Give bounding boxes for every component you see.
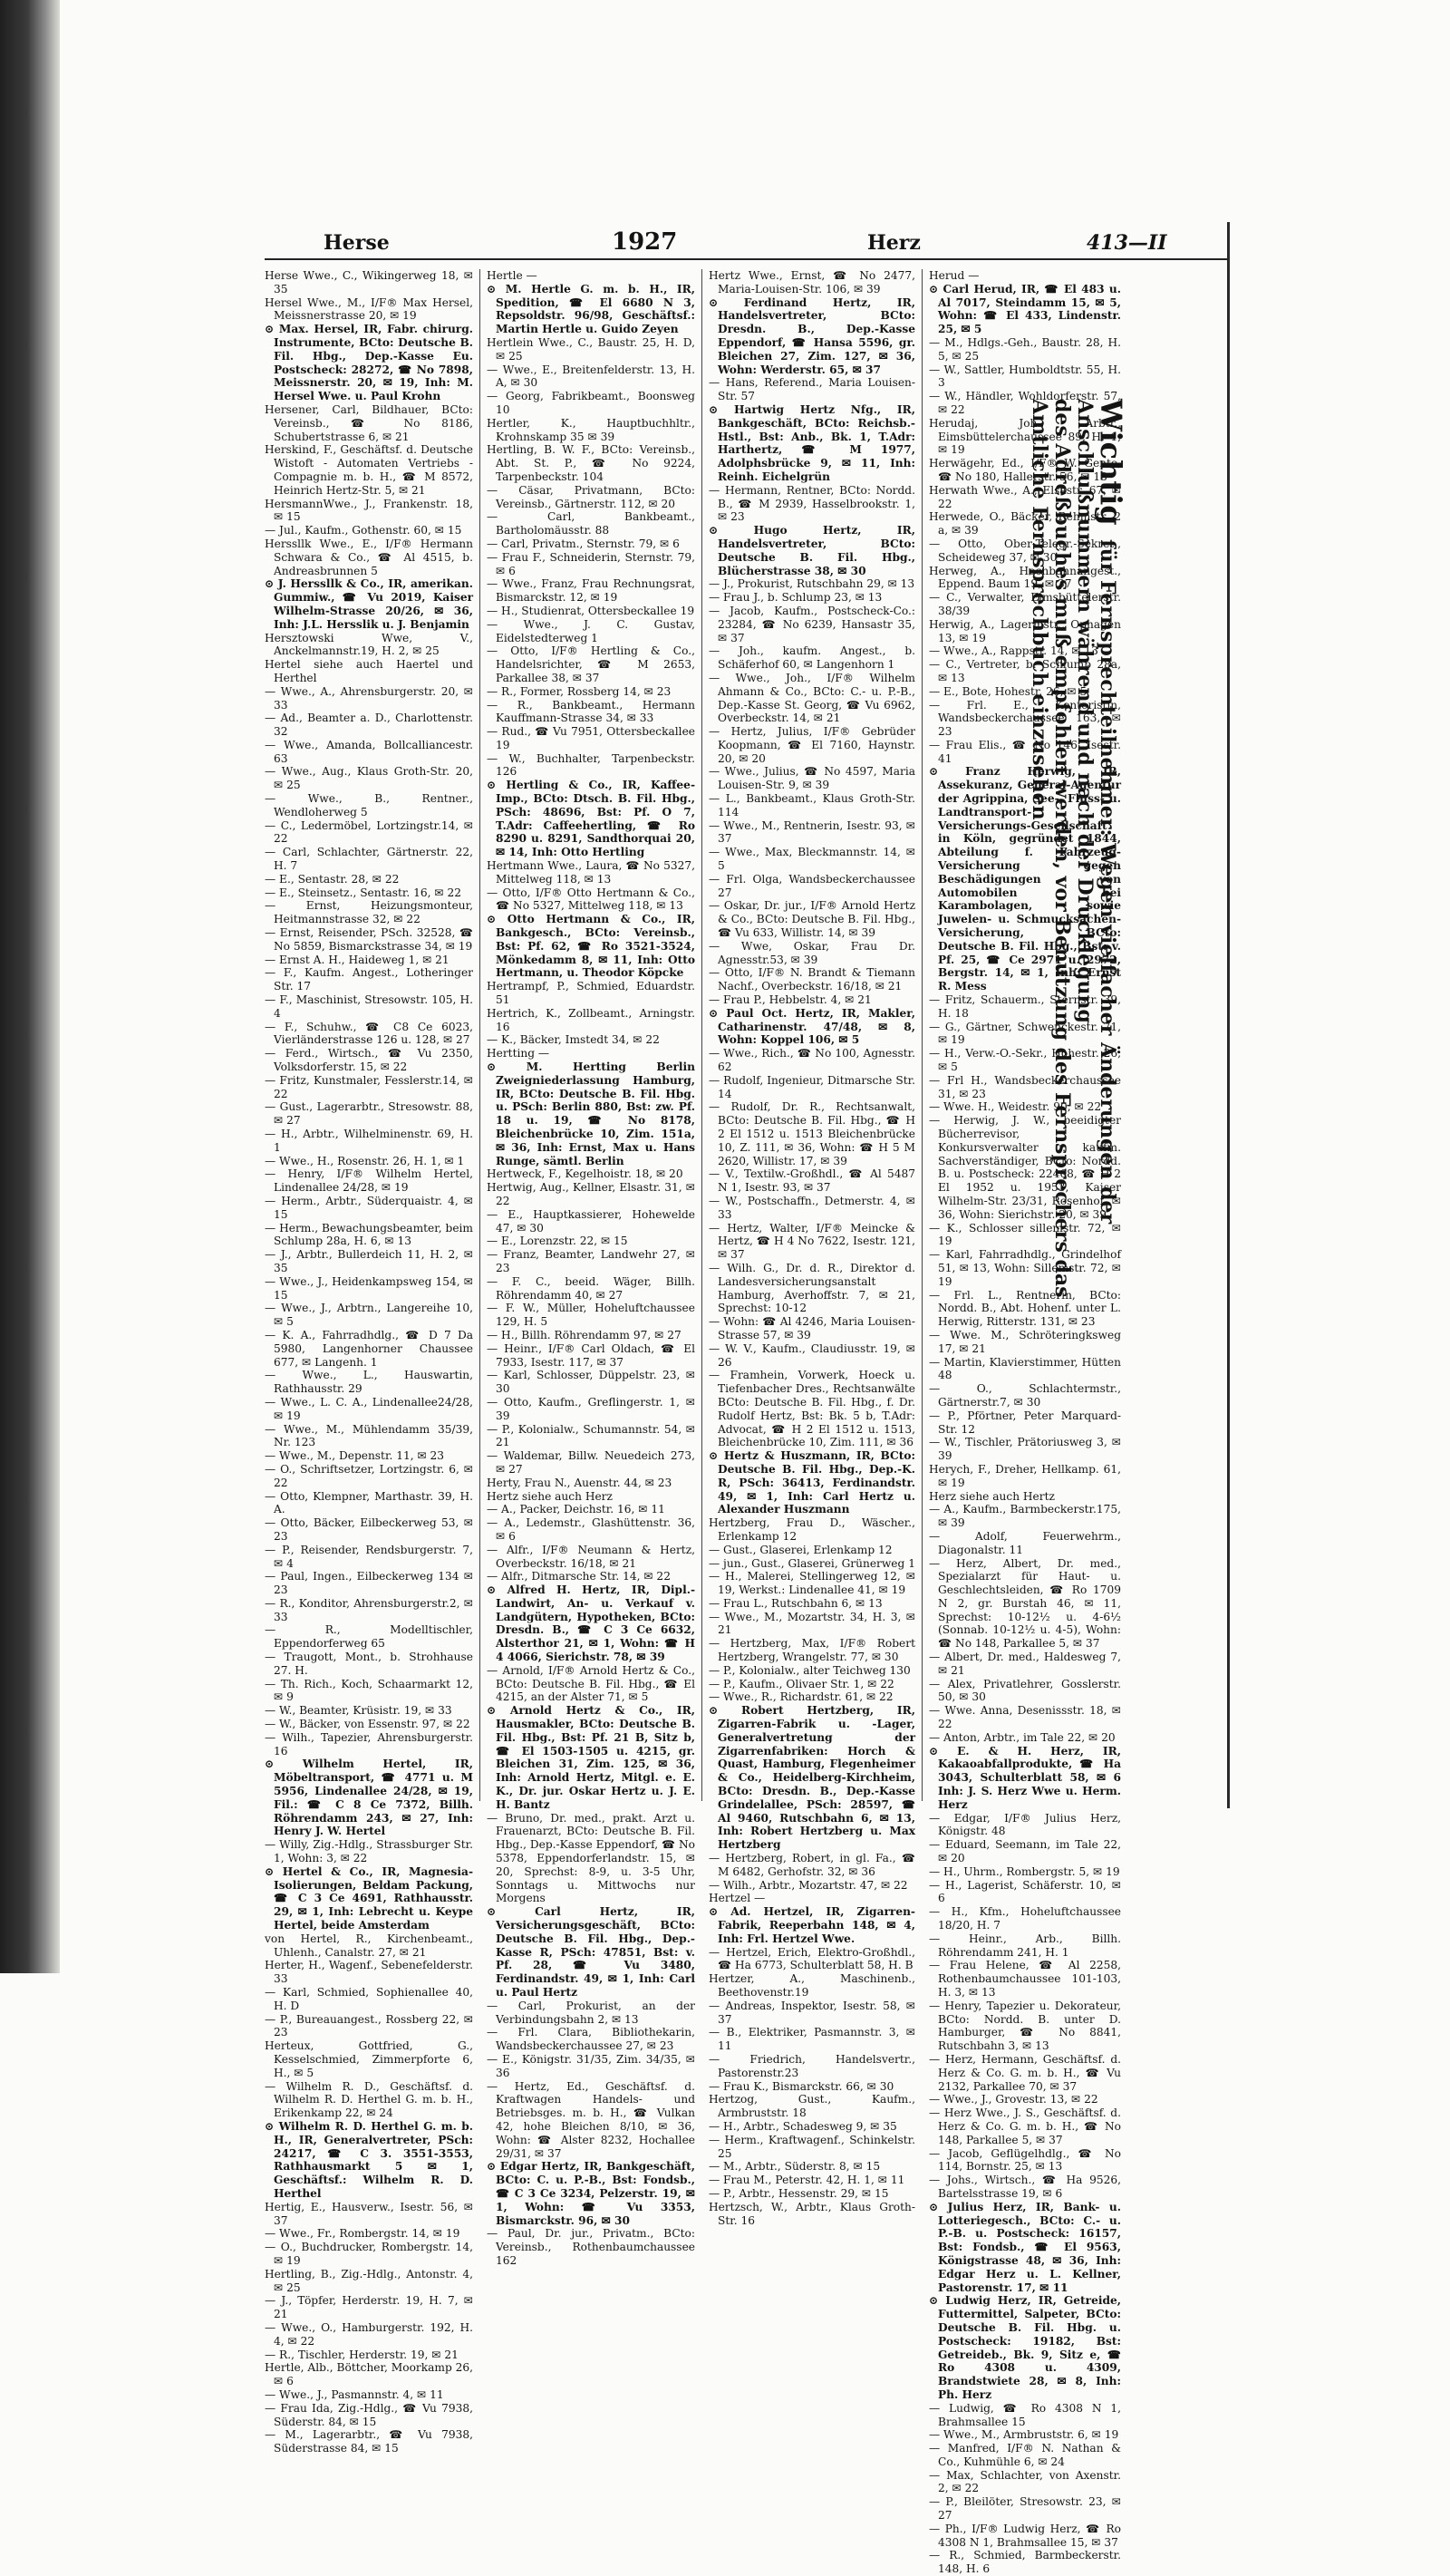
directory-entry: Herty, Frau N., Auenstr. 44, ✉ 23 <box>487 1476 672 1489</box>
directory-entry: — W., Beamter, Krüsistr. 19, ✉ 33 <box>265 1704 452 1718</box>
directory-entry: Hertrich, K., Zollbeamt., Arningstr. 16 <box>487 1006 695 1033</box>
directory-entry: — Georg, Fabrikbeamt., Boonsweg 10 <box>487 390 695 416</box>
directory-entry: Herskind, F., Geschäftsf. d. Deutsche Wistoft - Automaten Vertriebs - Compagnie m. b. H., ☎ M 8572, Heinrich Hertz-Str. 5, ✉ 21 <box>265 443 473 497</box>
directory-entry: — Max, Schlachter, von Axenstr. 2, ✉ 22 <box>929 2468 1121 2495</box>
directory-entry: Hertzsch, W., Arbtr., Klaus Groth-Str. 16 <box>709 2200 915 2227</box>
directory-entry: Herteux, Gottfried, G., Kesselschmied, Zimmerpforte 6, H., ✉ 5 <box>265 2039 473 2079</box>
directory-entry: ⊙ Wilhelm Hertel, IR, Möbeltransport, ☎ 4771 u. M 5956, Lindenallee 24/28, ✉ 19, Fil.: ☎ C 8 Ce 7372, Billh. Röhrendamm 243, ✉ 27, Inh: Henry J. W. Hertel <box>265 1758 473 1838</box>
directory-entry: — R., Modelltischler, Eppendorferweg 65 <box>265 1623 473 1651</box>
directory-entry: — L., Bankbeamt., Klaus Groth-Str. 114 <box>709 792 915 818</box>
directory-entry: — Gust., Lagerarbtr., Stresowstr. 88, ✉ 27 <box>265 1100 473 1128</box>
directory-entry: — Frl. E., Kontoristin, Wandsbeckerchaussee 163, ✉ 23 <box>929 698 1121 739</box>
directory-entry: Herwig, A., Lagermstr., Ophagen 13, ✉ 19 <box>929 617 1121 644</box>
directory-entry: — Wwe., R., Richardstr. 61, ✉ 22 <box>709 1690 894 1704</box>
directory-entry: — Karl, Schlosser, Düppelstr. 23, ✉ 30 <box>487 1369 695 1396</box>
directory-entry: ⊙ Hartwig Hertz Nfg., IR, Bankgeschäft, BCto: Reichsb.-Hstl., Bst: Anb., Bk. 1, T.Adr: Harthertz, ☎ M 1977, Adolphsbrücke 9, ✉ 11, Inh: Reinh. Eichelgrün <box>709 402 915 483</box>
header-right-keyword: Herz <box>867 231 921 255</box>
directory-entry: — E., Steinsetz., Sentastr. 16, ✉ 22 <box>265 886 462 899</box>
directory-entry: — Gust., Glaserei, Erlenkamp 12 <box>709 1543 893 1556</box>
directory-entry: ⊙ Otto Hertmann & Co., IR, Bankgesch., BCto: Vereinsb., Bst: Pf. 62, ☎ Ro 3521-3524, Mönkedamm 8, ✉ 11, Inh: Otto Hertmann, u. Theodor Köpcke <box>487 913 695 980</box>
directory-entry: — E., Bote, Hohestr. 26, ✉ 5 <box>929 684 1088 698</box>
directory-entry: — Heinr., I/F® Carl Oldach, ☎ El 7933, Isestr. 117, ✉ 37 <box>487 1341 695 1369</box>
directory-entry: — R., Tischler, Herderstr. 19, ✉ 21 <box>265 2348 459 2361</box>
column-divider <box>922 269 923 1801</box>
directory-entry: — Hertzberg, Max, I/F® Robert Hertzberg, Wrangelstr. 77, ✉ 30 <box>709 1637 915 1664</box>
page-header <box>265 222 1227 258</box>
directory-entry: ⊙ Hugo Hertz, IR, Handelsvertreter, BCto: Deutsche B. Fil. Hbg., Blücherstrasse 38, ✉ 30 <box>709 524 915 577</box>
directory-entry: Hertig, E., Hausverw., Isestr. 56, ✉ 37 <box>265 2200 473 2227</box>
directory-entry: — Martin, Klavierstimmer, Hütten 48 <box>929 1355 1121 1382</box>
directory-entry: ⊙ M. Hertting Berlin Zweigniederlassung Hamburg, IR, BCto: Deutsche B. Fil. Hbg. u. PSch: Berlin 880, Bst: zw. Pf. 18 u. 19, ☎ No 8178, Bleichenbrücke 10, Zim. 151a, ✉ 36, Inh: Ernst, Max u. Hans Runge, sämtl. Berlin <box>487 1060 695 1167</box>
directory-entry: — Herm., Bewachungsbeamter, beim Schlump 28a, H. 6, ✉ 13 <box>265 1221 473 1248</box>
directory-entry: — Herz, Hermann, Geschäftsf. d. Herz & Co. G. m. b. H., ☎ Vu 2132, Parkallee 70, ✉ 37 <box>929 2052 1121 2093</box>
directory-entry: — Wilh. G., Dr. d. R., Direktor d. Landesversicherungsanstalt Hamburg, Averhoffstr. 7, ✉ 21, Sprechst: 10-12 <box>709 1261 915 1315</box>
directory-entry: — C., Verwalter, Eimsbüttelerstr. 38/39 <box>929 591 1121 617</box>
directory-entry: — M., Lagerarbtr., ☎ Vu 7938, Süderstrasse 84, ✉ 15 <box>265 2428 473 2455</box>
directory-entry: — Henry, Tapezier u. Dekorateur, BCto: Nordd. B. unter D. Hamburger, ☎ No 8841, Rutschbahn 3, ✉ 13 <box>929 1999 1121 2053</box>
directory-entry: — Bruno, Dr. med., prakt. Arzt u. Frauenarzt, BCto: Deutsche B. Fil. Hbg., Dep.-Kasse Eppendorf, ☎ No 5378, Eppendorferlandstr. 15, ✉ 20, Sprechst: 8-9, u. 3-5 Uhr, Sonntags u. Mittwochs nur Morgens <box>487 1811 696 1905</box>
directory-entry: ⊙ Paul Oct. Hertz, IR, Makler, Catharinenstr. 47/48, ✉ 8, Wohn: Koppel 106, ✉ 5 <box>709 1006 915 1047</box>
directory-entry: — Frau P., Hebbelstr. 4, ✉ 21 <box>709 993 872 1007</box>
directory-entry: Hertwig, Aug., Kellner, Elsastr. 31, ✉ 22 <box>487 1181 695 1207</box>
directory-entry: — Herwig, J. W., beeidigter Bücherrevisor, Konkursverwalter u. kaufm. Sachverständiger, BCto: Nordd. B. u. Postscheck: 22468, ☎ H 2 El 1952 u. 1953, Kaiser Wilhelm-Str. 23/31, Rosenhof, ✉ 36, Wohn: Sierichstr. 20, ✉ 39 <box>929 1114 1121 1221</box>
column-3 <box>709 269 915 2227</box>
directory-entry: ⊙ Hertel & Co., IR, Magnesia-Isolierungen, Beldam Packung, ☎ C 3 Ce 4691, Rathhausstr. 29, ✉ 1, Inh: Lebrecht u. Keype Hertel, beide Amsterdam <box>265 1864 473 1932</box>
directory-entry: — P., Kolonialw., alter Teichweg 130 <box>709 1663 911 1677</box>
directory-entry: — Fritz, Schauerm., Sternstr. 39, H. 18 <box>929 993 1121 1020</box>
directory-entry: — Ernst, Reisender, PSch. 32528, ☎ No 5859, Bismarckstrasse 34, ✉ 19 <box>265 926 473 953</box>
directory-entry: — Otto, Kaufm., Greflingerstr. 1, ✉ 39 <box>487 1395 695 1422</box>
directory-entry: ⊙ E. & H. Herz, IR, Kakaoabfallprodukte, ☎ Ha 3043, Schulterblatt 58, ✉ 6 Inh: J. S. Herz Wwe u. Herm. Herz <box>929 1744 1121 1811</box>
directory-entry: — Paul, Ingen., Eilbeckerweg 134 ✉ 23 <box>265 1570 473 1597</box>
directory-entry: Hertzberg, Frau D., Wäscher., Erlenkamp 12 <box>709 1516 915 1543</box>
column-1 <box>265 269 474 2455</box>
directory-entry: — Andreas, Inspektor, Isestr. 58, ✉ 37 <box>709 1999 915 2026</box>
directory-entry: ⊙ Robert Hertzberg, IR, Zigarren-Fabrik u. -Lager, Generalvertretung der Zigarrenfabriken: Horch & Quast, Hamburg, Flegenheimer & Co., Heidelberg-Kirchheim, BCto: Dresdn. B., Dep.-Kasse Grindelallee, PSch: 28597, ☎ Al 9460, Rutschbahn 6, ✉ 13, Inh: Robert Hertzberg u. Max Hertzberg <box>709 1704 915 1852</box>
directory-entry: Hertting — <box>487 1047 550 1060</box>
directory-entry: — Wwe. M., Schröteringksweg 17, ✉ 21 <box>929 1328 1121 1355</box>
directory-entry: — G., Gärtner, Schwenckestr. 71, ✉ 19 <box>929 1020 1121 1047</box>
directory-entry: — H., Billh. Röhrendamm 97, ✉ 27 <box>487 1328 682 1341</box>
directory-entry: — Otto, Ober-Telegr.-Sekret., Scheideweg 37, ✉ 30 <box>929 537 1121 564</box>
directory-entry: — Willy, Zig.-Hdlg., Strassburger Str. 1, Wohn: 3, ✉ 22 <box>265 1838 473 1865</box>
directory-entry: — Frl. L., Rentnerin, BCto: Nordd. B., Abt. Hohenf. unter L. Herwig, Ritterstr. 131, ✉ 23 <box>929 1288 1121 1329</box>
directory-entry: — F., Schuhw., ☎ C8 Ce 6023, Vierländerstrasse 126 u. 128, ✉ 27 <box>265 1020 473 1047</box>
directory-entry: — J., Prokurist, Rutschbahn 29, ✉ 13 <box>709 577 915 591</box>
directory-entry: — W., Sattler, Humboldtstr. 55, H. 3 <box>929 363 1121 390</box>
directory-entry: — Eduard, Seemann, im Tale 22, ✉ 20 <box>929 1838 1121 1865</box>
directory-entry: — H., Kfm., Hoheluftchaussee 18/20, H. 7 <box>929 1905 1121 1932</box>
directory-entry: Hertle — <box>487 269 537 282</box>
directory-entry: — A., Kaufm., Barmbeckerstr.175, ✉ 39 <box>929 1503 1121 1530</box>
directory-entry: — H., Arbtr., Schadesweg 9, ✉ 35 <box>709 2119 897 2133</box>
directory-entry: ⊙ Alfred H. Hertz, IR, Dipl.-Landwirt, An- u. Verkauf v. Landgütern, Hypotheken, BCto: Dresdn. B., ☎ C 3 Ce 6632, Alsterthor 21, ✉ 1, Wohn: ☎ H 4 4066, Sierichstr. 78, ✉ 39 <box>487 1583 695 1664</box>
directory-entry: — Wwe., L., Hauswartin, Rathhausstr. 29 <box>265 1369 473 1396</box>
directory-entry: ⊙ Carl Hertz, IR, Versicherungsgeschäft, BCto: Deutsche B. Fil. Hbg., Dep.-Kasse R, PSch: 47851, Bst: v. Pf. 28, ☎ Vu 3480, Ferdinandstr. 49, ✉ 1, Inh: Carl u. Paul Hertz <box>487 1905 695 1999</box>
directory-entry: — Edgar, I/F® Julius Herz, Königstr. 48 <box>929 1811 1121 1838</box>
directory-entry: — J., Arbtr., Bullerdeich 11, H. 2, ✉ 35 <box>265 1248 473 1274</box>
directory-entry: Herych, F., Dreher, Hellkamp. 61, ✉ 19 <box>929 1462 1121 1489</box>
directory-entry: — Wwe., M., Armbruststr. 6, ✉ 19 <box>929 2428 1119 2442</box>
directory-entry: — H., Arbtr., Wilhelminenstr. 69, H. 1 <box>265 1128 473 1154</box>
directory-entry: — Wwe., J., Pasmannstr. 4, ✉ 11 <box>265 2387 444 2401</box>
directory-entry: — Wwe., Joh., I/F® Wilhelm Ahmann & Co., BCto: C.- u. P.-B., Dep.-Kasse St. Georg, ☎ Vu 6962, Overbeckstr. 14, ✉ 21 <box>709 671 915 725</box>
directory-entry: — Wwe., H., Rosenstr. 26, H. 1, ✉ 1 <box>265 1154 465 1167</box>
directory-entry: — W., Händler, Wohldorferstr. 57, ✉ 22 <box>929 390 1121 416</box>
directory-entry: — Wwe., E., Breitenfelderstr. 13, H. A, ✉ 30 <box>487 363 695 390</box>
directory-entry: — Hertzel, Erich, Elektro-Großhdl., ☎ Ha 6773, Schulterblatt 58, H. B <box>709 1945 915 1972</box>
directory-entry: — P., Kolonialw., Schumannstr. 54, ✉ 21 <box>487 1422 695 1449</box>
directory-entry: Herud — <box>929 269 980 282</box>
directory-entry: — Ferd., Wirtsch., ☎ Vu 2350, Volksdorferstr. 15, ✉ 22 <box>265 1047 473 1074</box>
directory-entry: — M., Hdlgs.-Geh., Baustr. 28, H. 5, ✉ 25 <box>929 335 1121 363</box>
directory-entry: — Wwe., Max, Bleckmannstr. 14, ✉ 5 <box>709 846 915 873</box>
directory-entry: — Albert, Dr. med., Haldesweg 7, ✉ 21 <box>929 1651 1121 1677</box>
directory-entry: — Fritz, Kunstmaler, Fesslerstr.14, ✉ 22 <box>265 1073 473 1100</box>
directory-entry: — Alex, Privatlehrer, Gosslerstr. 50, ✉ 30 <box>929 1677 1121 1704</box>
directory-entry: — Wwe., A., Rappstr. 14, ✉ 13 <box>929 644 1098 658</box>
directory-entry: — V., Textilw.-Großhdl., ☎ Al 5487 N 1, Isestr. 93, ✉ 37 <box>709 1167 915 1195</box>
directory-entry: — E., Lorenzstr. 22, ✉ 15 <box>487 1235 628 1248</box>
directory-entry: — Ludwig, ☎ Ro 4308 N 1, Brahmsallee 15 <box>929 2401 1121 2428</box>
directory-entry: — H., Verw.-O.-Sekr., Hohestr. 26, ✉ 5 <box>929 1047 1121 1074</box>
directory-entry: — Frau M., Peterstr. 42, H. 1, ✉ 11 <box>709 2174 905 2187</box>
directory-entry: — F., Maschinist, Stresowstr. 105, H. 4 <box>265 993 473 1020</box>
directory-entry: — Waldemar, Billw. Neuedeich 273, ✉ 27 <box>487 1449 695 1476</box>
directory-entry: — Traugott, Mont., b. Strohhause 27. H. <box>265 1651 473 1677</box>
page-number: 413—II <box>1087 231 1167 255</box>
directory-entry: — H., Lagerist, Schäferstr. 10, ✉ 6 <box>929 1878 1121 1905</box>
directory-entry: Herudaj, Joh., Arbtr., Eimsbüttelerchaussee 89, H. 1, ✉ 19 <box>929 416 1121 457</box>
directory-entry: — Wwe., Julius, ☎ No 4597, Maria Louisen-Str. 9, ✉ 39 <box>709 765 915 792</box>
directory-entry: — Ernst A. H., Haideweg 1, ✉ 21 <box>265 953 450 966</box>
directory-entry: — E., Hauptkassierer, Hohewelde 47, ✉ 30 <box>487 1207 695 1235</box>
directory-entry: Hertz Wwe., Ernst, ☎ No 2477, Maria-Louisen-Str. 106, ✉ 39 <box>709 269 915 295</box>
directory-entry: — Henry, I/F® Wilhelm Hertel, Lindenallee 24/28, ✉ 19 <box>265 1167 473 1195</box>
directory-entry: — Wwe. H., Weidestr. 90, ✉ 22 <box>929 1100 1102 1114</box>
directory-entry: — Ernst, Heizungsmonteur, Heitmannstrasse 32, ✉ 22 <box>265 899 473 926</box>
header-rule <box>265 258 1227 260</box>
book-binding-edge <box>0 0 60 1973</box>
directory-entry: — jun., Gust., Glaserei, Grünerweg 1 <box>709 1556 915 1570</box>
directory-entry: Herwath Wwe., A., Elsastr. 67, ✉ 22 <box>929 483 1121 510</box>
directory-entry: Herweg, A., Hochbahnangest., Eppend. Baum 19, ✉ 37 <box>929 564 1121 591</box>
directory-entry: — C., Ledermöbel, Lortzingstr.14, ✉ 22 <box>265 818 473 846</box>
directory-entry: Hertle, Alb., Böttcher, Moorkamp 26, ✉ 6 <box>265 2361 474 2388</box>
directory-entry: — Jul., Kaufm., Gothenstr. 60, ✉ 15 <box>265 524 462 537</box>
directory-entry: — Heinr., Arb., Billh. Röhrendamm 241, H. 1 <box>929 1932 1121 1959</box>
directory-entry: — Frau J., b. Schlump 23, ✉ 13 <box>709 591 883 605</box>
directory-entry: — Manfred, I/F® N. Nathan & Co., Kuhmühle 6, ✉ 24 <box>929 2442 1121 2468</box>
directory-entry: — W., Tischler, Prätoriusweg 3, ✉ 39 <box>929 1436 1121 1463</box>
directory-entry: — J., Töpfer, Herderstr. 19, H. 7, ✉ 21 <box>265 2294 473 2321</box>
notice-line-1: für Fernsprechteilnehmer: Wegen vielfacher Änderungen der Anschlußnummern während und nach der Drucklegung <box>1073 399 1119 1225</box>
directory-entry: — Carl, Privatm., Sternstr. 79, ✉ 6 <box>487 537 680 550</box>
directory-entry: ⊙ Hertz & Huszmann, IR, BCto: Deutsche B. Fil. Hbg., Dep.-K. R, PSch: 36413, Ferdinandstr. 49, ✉ 1, Inh: Carl Hertz u. Alexander Huszmann <box>709 1449 915 1516</box>
directory-entry: — Wwe., B., Rentner., Wendloherweg 5 <box>265 792 473 818</box>
directory-entry: — Arnold, I/F® Arnold Hertz & Co., BCto: Deutsche B. Fil. Hbg., ☎ El 4215, an der Alster 71, ✉ 5 <box>487 1663 695 1704</box>
directory-entry: — P., Bleilöter, Stresowstr. 23, ✉ 27 <box>929 2495 1121 2523</box>
directory-entry: — Frau Elis., ☎ No 146, Isestr. 41 <box>929 738 1121 765</box>
directory-entry: — Rudolf, Dr. R., Rechtsanwalt, BCto: Deutsche B. Fil. Hbg., ☎ H 2 El 1512 u. 1513 Bleichenbrücke 10, Z. 111, ✉ 36, Wohn: ☎ H 5 M 2620, Willistr. 17, ✉ 39 <box>709 1100 915 1167</box>
directory-entry: — Wwe., J. C. Gustav, Eidelstedterweg 1 <box>487 617 695 644</box>
directory-entry: — W. V., Kaufm., Claudiusstr. 19, ✉ 26 <box>709 1341 915 1369</box>
directory-entry: — Otto, Bäcker, Eilbeckerweg 53, ✉ 23 <box>265 1516 473 1543</box>
directory-entry: — Wwe., M., Mozartstr. 34, H. 3, ✉ 21 <box>709 1610 915 1637</box>
directory-entry: — H., Studienrat, Ottersbeckallee 19 <box>487 604 695 617</box>
directory-entry: — K. A., Fahrradhdlg., ☎ D 7 Da 5980, Langenhorner Chaussee 677, ✉ Langenh. 1 <box>265 1328 473 1369</box>
directory-entry: — Wwe., Franz, Frau Rechnungsrat, Bismarckstr. 12, ✉ 19 <box>487 577 695 605</box>
directory-entry: — Herm., Arbtr., Süderquaistr. 4, ✉ 15 <box>265 1194 473 1221</box>
directory-entry: — Anton, Arbtr., im Tale 22, ✉ 20 <box>929 1730 1116 1744</box>
directory-entry: — Karl, Fahrradhdlg., Grindelhof 51, ✉ 13, Wohn: Sillemstr. 72, ✉ 19 <box>929 1248 1121 1288</box>
directory-entry: — Alfr., Ditmarsche Str. 14, ✉ 22 <box>487 1570 671 1583</box>
directory-entry: Hertzog, Gust., Kaufm., Armbruststr. 18 <box>709 2093 915 2120</box>
directory-entry: — Wwe., J., Grovestr. 13, ✉ 22 <box>929 2093 1098 2106</box>
directory-entry: Herwede, O., Bäcker, Rehmstr. 2 a, ✉ 39 <box>929 510 1121 537</box>
directory-entry: — Frl H., Wandsbeckerchaussee 31, ✉ 23 <box>929 1073 1121 1100</box>
directory-entry: — Wwe., Amanda, Bollcalliancestr. 63 <box>265 738 473 765</box>
directory-entry: ⊙ Arnold Hertz & Co., IR, Hausmakler, BCto: Deutsche B. Fil. Hbg., Bst: Pf. 21 B, Sitz b, ☎ El 1503-1505 u. 4215, gr. Bleichen 31, Zim. 125, ✉ 36, Inh: Arnold Hertz, Mitgl. e. E. K., Dr. jur. Oskar Hertz u. J. E. H. Bantz <box>487 1704 695 1811</box>
directory-entry: — Otto, I/F® N. Brandt & Tiemann Nachf., Overbeckstr. 16/18, ✉ 21 <box>709 966 915 993</box>
directory-entry: — Frau K., Bismarckstr. 66, ✉ 30 <box>709 2079 894 2093</box>
directory-entry: — Jacob, Kaufm., Postscheck-Co.: 23284, ☎ No 6239, Hansastr 35, ✉ 37 <box>709 604 915 644</box>
directory-entry: — Jacob, Geflügelhdlg., ☎ No 114, Bornstr. 25, ✉ 13 <box>929 2146 1121 2174</box>
header-year: 1927 <box>612 228 678 256</box>
directory-entry: — Hermann, Rentner, BCto: Nordd. B., ☎ M 2939, Hasselbrookstr. 1, ✉ 23 <box>709 483 915 524</box>
directory-entry: HersmannWwe., J., Frankenstr. 18, ✉ 15 <box>265 497 473 524</box>
directory-entry: Hertz siehe auch Herz <box>487 1489 613 1503</box>
vertical-notice <box>1028 399 1128 1369</box>
directory-entry: — Herm., Kraftwagenf., Schinkelstr. 25 <box>709 2133 915 2160</box>
directory-entry: — O., Buchdrucker, Rombergstr. 14, ✉ 19 <box>265 2241 473 2267</box>
directory-entry: Herse Wwe., C., Wikingerweg 18, ✉ 35 <box>265 269 473 295</box>
directory-entry: Hersztowski Wwe, V., Anckelmannstr.19, H. 2, ✉ 25 <box>265 631 473 658</box>
directory-entry: Herssllk Wwe., E., I/F® Hermann Schwara & Co., ☎ Al 4515, b. Andreasbrunnen 5 <box>265 537 473 577</box>
directory-entry: Hertlein Wwe., C., Baustr. 25, H. D, ✉ 25 <box>487 335 695 363</box>
directory-entry: ⊙ Franz Herwig, IR, Assekuranz, General-Agentur der Agrippina, See-, Fluss- u. Landtransport-Versicherungs-Gesellschaft in Köln, gegründet 1844, Abteilung f. Fahrzeug-Versicherung gegen Beschädigungen von Automobilen bei Karambolagen, sowie Juwelen- u. Schmucksachen-Versicherung, BCto: Deutsche B. Fil. Hbg., Bst: v. Pf. 25, ☎ Ce 2971 u. 2972, Bergstr. 14, ✉ 1, Inh: Ernst R. Mess <box>929 765 1121 993</box>
directory-entry: — Ph., I/F® Ludwig Herz, ☎ Ro 4308 N 1, Brahmsallee 15, ✉ 37 <box>929 2522 1121 2549</box>
directory-entry: Hertler, K., Hauptbuchhltr., Krohnskamp 35 ✉ 39 <box>487 416 695 443</box>
directory-entry: — Frau L., Rutschbahn 6, ✉ 13 <box>709 1596 883 1610</box>
directory-entry: Hertling, B. W. F., BCto: Vereinsb., Abt. St. P., ☎ No 9224, Tarpenbeckstr. 104 <box>487 443 695 483</box>
directory-entry: — Hans, Referend., Maria Louisen-Str. 57 <box>709 376 915 403</box>
directory-entry: — Wwe., A., Ahrensburgerstr. 20, ✉ 33 <box>265 684 473 712</box>
notice-title: Wichtig <box>1094 399 1128 526</box>
directory-entry: — Otto, I/F® Otto Hertmann & Co., ☎ No 5327, Mittelweg 118, ✉ 13 <box>487 886 695 913</box>
directory-entry: Hertling, B., Zig.-Hdlg., Antonstr. 4, ✉ 25 <box>265 2267 473 2294</box>
directory-entry: — Wwe., M., Mühlendamm 35/39, Nr. 123 <box>265 1422 473 1449</box>
directory-entry: Hersener, Carl, Bildhauer, BCto: Vereinsb., ☎ No 8186, Schubertstrasse 6, ✉ 21 <box>265 402 473 443</box>
notice-line-2: des Adreßbuches muß empfohlen werden, vor Benutzung des Fernsprechers das Amtliche Fernsprechbuch einzusehen <box>1028 399 1074 1298</box>
directory-entry: — Wilhelm R. D., Geschäftsf. d. Wilhelm R. D. Herthel G. m. b. H., Erikenkamp 22, ✉ 24 <box>265 2079 473 2120</box>
directory-entry: — Herz, Albert, Dr. med., Spezialarzt für Haut- u. Geschlechtsleiden, ☎ Ro 1709 N 2, gr. Burstah 46, ✉ 11, Sprechst: 10-12½ u. 4-6½ (Sonnab. 10-12½ u. 4-5), Wohn: ☎ No 148, Parkallee 5, ✉ 37 <box>929 1556 1121 1651</box>
directory-entry: — Frl. Clara, Bibliothekarin, Wandsbeckerchaussee 27, ✉ 23 <box>487 2026 695 2053</box>
directory-entry: — P., Kaufm., Olivaer Str. 1, ✉ 22 <box>709 1677 894 1690</box>
directory-entry: — Carl, Bankbeamt., Bartholomäusstr. 88 <box>487 510 695 537</box>
directory-entry: — Oskar, Dr. jur., I/F® Arnold Hertz & Co., BCto: Deutsche B. Fil. Hbg., ☎ Vu 633, Willistr. 14, ✉ 39 <box>709 899 915 940</box>
directory-entry: ⊙ J. Herssllk & Co., IR, amerikan. Gummiw., ☎ Vu 2019, Kaiser Wilhelm-Strasse 20/26, ✉ 36, Inh: J.L. Hersslik u. J. Benjamin <box>265 577 473 631</box>
directory-entry: — F. C., beeid. Wäger, Billh. Röhrendamm 40, ✉ 27 <box>487 1274 695 1302</box>
directory-entry: — Carl, Prokurist, an der Verbindungsbahn 2, ✉ 13 <box>487 1999 695 2026</box>
directory-entry: — Herz Wwe., J. S., Geschäftsf. d. Herz & Co. G. m. b. H., ☎ No 148, Parkallee 5, ✉ 37 <box>929 2106 1121 2146</box>
directory-entry: — Hertzberg, Robert, in gl. Fa., ☎ M 6482, Gerhofstr. 32, ✉ 36 <box>709 1852 915 1878</box>
column-divider <box>701 269 702 1801</box>
directory-entry: — Wwe., Rich., ☎ No 100, Agnesstr. 62 <box>709 1047 915 1074</box>
directory-entry: — P., Reisender, Rendsburgerstr. 7, ✉ 4 <box>265 1543 473 1570</box>
directory-entry: Hertrampf, P., Schmied, Eduardstr. 51 <box>487 980 695 1007</box>
directory-entry: ⊙ Max. Hersel, IR, Fabr. chirurg. Instrumente, BCto: Deutsche B. Fil. Hbg., Dep.-Kasse Eu. Postscheck: 28272, ☎ No 7898, Meissnerstr. 20, ✉ 19, Inh: M. Hersel Wwe. u. Paul Krohn <box>265 323 473 403</box>
directory-entry: ⊙ Hertling & Co., IR, Kaffee-Imp., BCto: Dtsch. B. Fil. Hbg., PSch: 48696, Bst: Pf. O 7, T.Adr: Caffeehertling, ☎ Ro 8290 u. 8291, Sandthorquai 20, ✉ 14, Inh: Otto Hertling <box>487 779 695 859</box>
directory-entry: — K., Schlosser sillemstr. 72, ✉ 19 <box>929 1221 1121 1248</box>
directory-entry: ⊙ Julius Herz, IR, Bank- u. Lotteriegesch., BCto: C.- u. P.-B. u. Postscheck: 16157, Bst: Fondsb., ☎ El 9563, Königstrasse 48, ✉ 36, Inh: Edgar Herz u. L. Kellner, Pastorenstr. 17, ✉ 11 <box>929 2200 1121 2294</box>
directory-entry: — Johs., Wirtsch., ☎ Ha 9526, Bartelsstrasse 19, ✉ 6 <box>929 2174 1121 2200</box>
directory-entry: — P., Arbtr., Hessenstr. 29, ✉ 15 <box>709 2186 889 2200</box>
directory-entry: — Hertz, Ed., Geschäftsf. d. Kraftwagen Handels- und Betriebsges. m. b. H., ☎ Vulkan 42, hohe Bleichen 8/10, ✉ 36, Wohn: ☎ Alster 8232, Hochallee 29/31, ✉ 37 <box>487 2079 695 2160</box>
directory-entry: Hertmann Wwe., Laura, ☎ No 5327, Mittelweg 118, ✉ 13 <box>487 859 695 886</box>
directory-entry: — M., Arbtr., Süderstr. 8, ✉ 15 <box>709 2160 881 2174</box>
directory-entry: ⊙ Ferdinand Hertz, IR, Handelsvertreter, BCto: Dresdn. B., Dep.-Kasse Eppendorf, ☎ Hansa 5596, gr. Bleichen 27, Zim. 127, ✉ 36, Wohn: Werderstr. 65, ✉ 37 <box>709 295 915 376</box>
directory-entry: — Wilh., Tapezier, Ahrensburgerstr. 16 <box>265 1730 473 1758</box>
directory-entry: — Wwe., J., Heidenkampsweg 154, ✉ 15 <box>265 1274 473 1302</box>
directory-entry: — Frau Ida, Zig.-Hdlg., ☎ Vu 7938, Süderstr. 84, ✉ 15 <box>265 2401 473 2428</box>
directory-entry: ⊙ Carl Herud, IR, ☎ El 483 u. Al 7017, Steindamm 15, ✉ 5, Wohn: ☎ El 433, Lindenstr. 25, ✉ 5 <box>929 282 1121 336</box>
directory-entry: Herz siehe auch Hertz <box>929 1489 1055 1503</box>
directory-entry: — H., Malerei, Stellingerweg 12, ✉ 19, Werkst.: Lindenallee 41, ✉ 19 <box>709 1570 915 1597</box>
directory-entry: — Wwe., O., Hamburgerstr. 192, H. 4, ✉ 22 <box>265 2320 473 2348</box>
directory-entry: — Hertz, Julius, I/F® Gebrüder Koopmann, ☎ El 7160, Haynstr. 20, ✉ 20 <box>709 725 915 765</box>
directory-entry: — Alfr., I/F® Neumann & Hertz, Overbeckstr. 16/18, ✉ 21 <box>487 1543 695 1570</box>
directory-entry: — Frau Helene, ☎ Al 2258, Rothenbaumchaussee 101-103, H. 3, ✉ 13 <box>929 1959 1121 1999</box>
directory-entry: — Framhein, Vorwerk, Hoeck u. Tiefenbacher Dres., Rechtsanwälte BCto: Deutsche B. Fil. Hbg., f. Dr. Rudolf Hertz, Bst: Bk. 5 b, T.Adr: Advocat, ☎ H 2 El 1512 u. 1513, Bleichenbrücke 10, Zim. 111, ✉ 36 <box>709 1369 915 1449</box>
directory-entry: — Otto, I/F® Hertling & Co., Handelsrichter, ☎ M 2653, Parkallee 38, ✉ 37 <box>487 644 695 684</box>
directory-entry: — Ad., Beamter a. D., Charlottenstr. 32 <box>265 712 473 739</box>
directory-entry: — W., Bäcker, von Essenstr. 97, ✉ 22 <box>265 1718 470 1731</box>
directory-entry: Hersel Wwe., M., I/F® Max Hersel, Meissnerstrasse 20, ✉ 19 <box>265 295 473 323</box>
directory-entry: von Hertel, R., Kirchenbeamt., Uhlenh., Canalstr. 27, ✉ 21 <box>265 1932 473 1959</box>
directory-entry: — Rudolf, Ingenieur, Ditmarsche Str. 14 <box>709 1073 915 1100</box>
directory-entry: ⊙ Wilhelm R. D. Herthel G. m. b. H., IR, Generalvertreter, PSch: 24217, ☎ C 3. 3551-3553, Rathhausmarkt 5 ✉ 1, Geschäftsf.: Wilhelm R. D. Herthel <box>265 2119 473 2200</box>
directory-entry: — Frl. Olga, Wandsbeckerchaussee 27 <box>709 872 915 899</box>
directory-entry: — O., Schlachtermstr., Gärtnerstr.7, ✉ 30 <box>929 1382 1121 1409</box>
directory-entry: Hertzel — <box>709 1892 766 1905</box>
directory-entry: — H., Uhrm., Rombergstr. 5, ✉ 19 <box>929 1864 1120 1878</box>
directory-entry: — Th. Rich., Koch, Schaarmarkt 12, ✉ 9 <box>265 1677 473 1704</box>
directory-entry: — Frau F., Schneiderin, Sternstr. 79, ✉ 6 <box>487 550 695 577</box>
directory-entry: — Rud., ☎ Vu 7951, Ottersbeckallee 19 <box>487 725 695 751</box>
directory-entry: — A., Packer, Deichstr. 16, ✉ 11 <box>487 1503 665 1516</box>
directory-entry: ⊙ Edgar Hertz, IR, Bankgeschäft, BCto: C. u. P.-B., Bst: Fondsb., ☎ C 3 Ce 3234, Pelzerstr. 19, ✉ 1, Wohn: ☎ Vu 3353, Bismarckstr. 96, ✉ 30 <box>487 2160 695 2227</box>
directory-entry: Herter, H., Wagenf., Sebenefelderstr. 33 <box>265 1959 473 1986</box>
directory-entry: — Wwe, Oskar, Frau Dr. Agnesstr.53, ✉ 39 <box>709 939 915 966</box>
directory-entry: — Karl, Schmied, Sophienallee 40, H. D <box>265 1986 473 2012</box>
directory-entry: — Wwe., J., Arbtrn., Langereihe 10, ✉ 5 <box>265 1302 473 1329</box>
directory-entry: — R., Konditor, Ahrensburgerstr.2, ✉ 33 <box>265 1596 473 1623</box>
directory-entry: — W., Postschaffn., Detmerstr. 4, ✉ 33 <box>709 1194 915 1221</box>
directory-entry: — R., Bankbeamt., Hermann Kauffmann-Strasse 34, ✉ 33 <box>487 698 695 725</box>
directory-entry: — O., Schriftsetzer, Lortzingstr. 6, ✉ 22 <box>265 1462 473 1489</box>
directory-entry: — Wwe., L. C. A., Lindenallee24/28, ✉ 19 <box>265 1395 473 1422</box>
column-divider <box>479 269 480 1801</box>
directory-entry: ⊙ M. Hertle G. m. b. H., IR, Spedition, ☎ El 6680 N 3, Repsoldstr. 96/98, Geschäftsf.: Martin Hertle u. Guido Zeyen <box>487 282 695 336</box>
directory-entry: — E., Sentastr. 28, ✉ 22 <box>265 872 400 886</box>
directory-entry: — Joh., kaufm. Angest., b. Schäferhof 60, ✉ Langenhorn 1 <box>709 644 915 672</box>
directory-entry: — Paul, Dr. jur., Privatm., BCto: Vereinsb., Rothenbaumchaussee 162 <box>487 2227 695 2267</box>
directory-entry: — Carl, Schlachter, Gärtnerstr. 22, H. 7 <box>265 846 473 873</box>
column-2 <box>487 269 696 2267</box>
directory-entry: Hertweck, F., Kegelhoistr. 18, ✉ 20 <box>487 1167 683 1181</box>
directory-entry: — Wwe., Aug., Klaus Groth-Str. 20, ✉ 25 <box>265 765 473 792</box>
directory-entry: — B., Elektriker, Pasmannstr. 3, ✉ 11 <box>709 2026 915 2053</box>
directory-entry: — W., Buchhalter, Tarpenbeckstr. 126 <box>487 751 695 779</box>
directory-entry: — Wwe., M., Rentnerin, Isestr. 93, ✉ 37 <box>709 818 915 846</box>
directory-entry: — Wwe., M., Depenstr. 11, ✉ 23 <box>265 1449 445 1463</box>
directory-entry: — R., Former, Rossberg 14, ✉ 23 <box>487 684 672 698</box>
directory-entry: — Friedrich, Handelsvertr., Pastorenstr.23 <box>709 2052 915 2079</box>
directory-entry: Hertel siehe auch Haertel und Herthel <box>265 658 473 684</box>
directory-entry: Herwägehr, Ed., I/F® W. Gente, ☎ No 180, Hallerstr. 56, ✉ 13 <box>929 457 1121 483</box>
directory-entry: ⊙ Ad. Hertzel, IR, Zigarren-Fabrik, Reeperbahn 148, ✉ 4, Inh: Frl. Hertzel Wwe. <box>709 1905 915 1945</box>
directory-entry: Hertzer, A., Maschinenb., Beethovenstr.19 <box>709 1972 915 1999</box>
directory-entry: ⊙ Ludwig Herz, IR, Getreide, Futtermittel, Salpeter, BCto: Deutsche B. Fil. Hbg. u. Postscheck: 19182, Bst: Getreideb., Bk. 9, Sitz e, ☎ Ro 4308 u. 4309, Brandstwiete 28, ✉ 8, Inh: Ph. Herz <box>929 2294 1121 2401</box>
directory-entry: — F. W., Müller, Hoheluftchaussee 129, H. 5 <box>487 1302 695 1329</box>
directory-entry: — C., Vertreter, b. Schlump 28a, ✉ 13 <box>929 658 1121 684</box>
directory-entry: — K., Bäcker, Imstedt 34, ✉ 22 <box>487 1033 660 1047</box>
directory-entry: — Franz, Beamter, Landwehr 27, ✉ 23 <box>487 1248 695 1274</box>
directory-entry: — Adolf, Feuerwehrm., Diagonalstr. 11 <box>929 1529 1121 1556</box>
directory-entry: — Wwe., Fr., Rombergstr. 14, ✉ 19 <box>265 2227 460 2241</box>
directory-entry: — F., Kaufm. Angest., Lotheringer Str. 17 <box>265 966 473 993</box>
directory-entry: — Hertz, Walter, I/F® Meincke & Hertz, ☎ H 4 No 7622, Isestr. 121, ✉ 37 <box>709 1221 915 1262</box>
directory-entry: — P., Pförtner, Peter Marquard-Str. 12 <box>929 1409 1121 1436</box>
directory-entry: — Wohn: ☎ Al 4246, Maria Louisen-Strasse 57, ✉ 39 <box>709 1315 915 1341</box>
directory-entry: — R., Schmied, Barmbeckerstr. 148, H. 6 <box>929 2549 1121 2576</box>
directory-entry: — Wwe. Anna, Desenissstr. 18, ✉ 22 <box>929 1704 1121 1731</box>
directory-entry: — Otto, Klempner, Marthastr. 39, H. A. <box>265 1489 473 1516</box>
directory-entry: — E., Königstr. 31/35, Zim. 34/35, ✉ 36 <box>487 2052 695 2079</box>
directory-entry: — Cäsar, Privatmann, BCto: Vereinsb., Gärtnerstr. 112, ✉ 20 <box>487 483 695 510</box>
directory-entry: — P., Bureauangest., Rossberg 22, ✉ 23 <box>265 2012 473 2039</box>
directory-entry: — A., Ledemstr., Glashüttenstr. 36, ✉ 6 <box>487 1516 695 1543</box>
directory-entry: — Wilh., Arbtr., Mozartstr. 47, ✉ 22 <box>709 1878 908 1892</box>
header-left-keyword: Herse <box>324 231 390 255</box>
